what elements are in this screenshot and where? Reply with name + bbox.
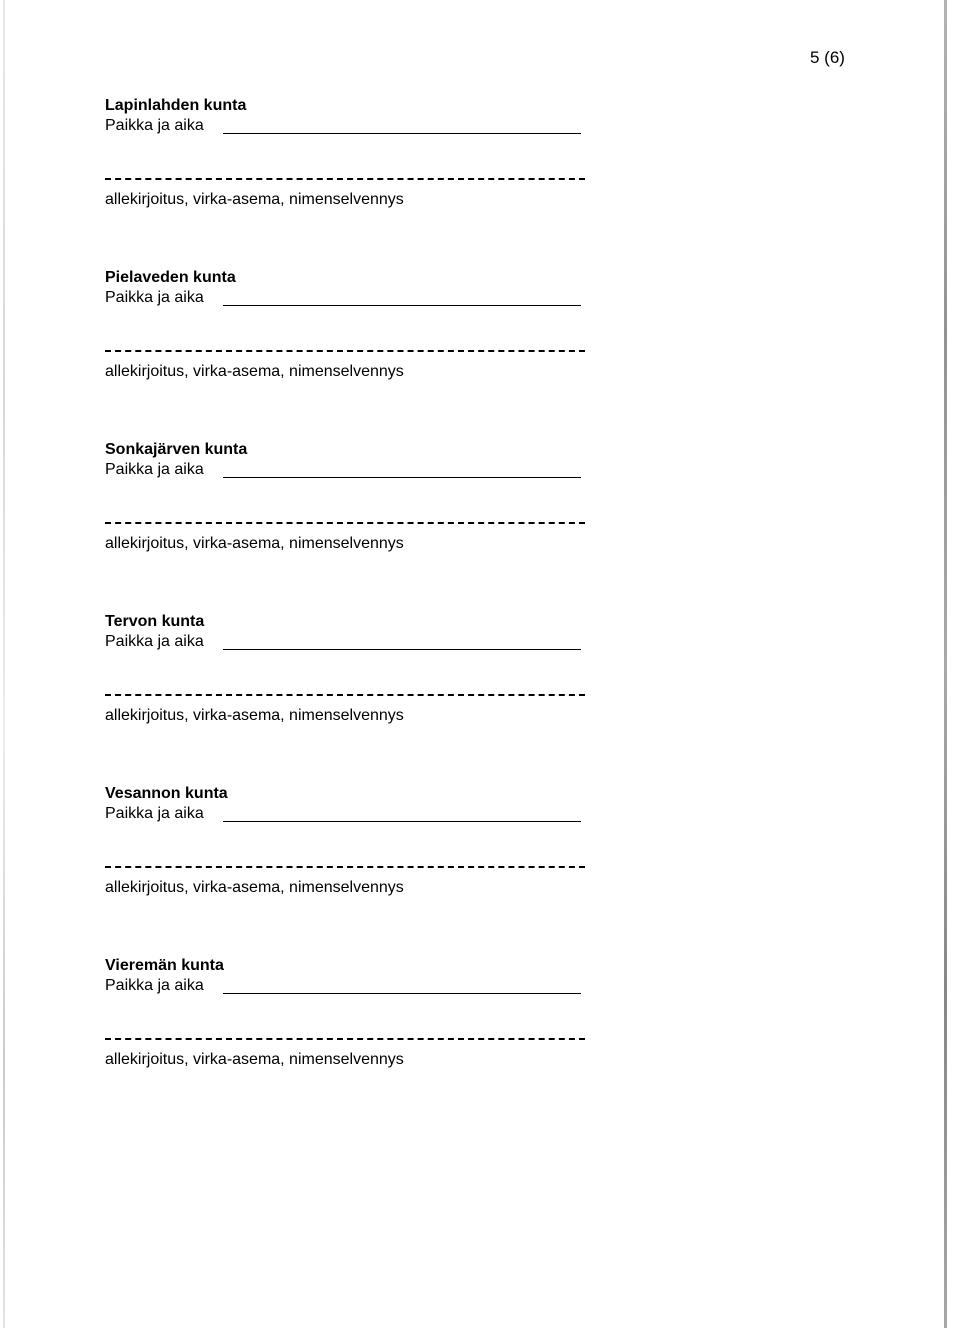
signature-block-tervo xyxy=(105,612,585,752)
signature-caption: allekirjoitus, virka-asema, nimenselvennys xyxy=(105,191,404,208)
signature-block-vesanto xyxy=(105,784,585,924)
scan-edge-left xyxy=(3,0,5,1328)
place-and-time-label: Paikka ja aika xyxy=(105,117,204,134)
place-and-time-line xyxy=(223,821,581,822)
place-and-time-line xyxy=(223,133,581,134)
municipality-name: Sonkajärven kunta xyxy=(105,441,248,458)
place-and-time-line xyxy=(223,305,581,306)
place-and-time-label: Paikka ja aika xyxy=(105,461,204,478)
signature-line xyxy=(105,694,585,696)
scan-edge-right xyxy=(944,0,947,1328)
signature-caption: allekirjoitus, virka-asema, nimenselvennys xyxy=(105,707,404,724)
signature-caption: allekirjoitus, virka-asema, nimenselvennys xyxy=(105,363,404,380)
municipality-name: Vieremän kunta xyxy=(105,957,224,974)
place-and-time-label: Paikka ja aika xyxy=(105,633,204,650)
place-and-time-label: Paikka ja aika xyxy=(105,805,204,822)
signature-caption: allekirjoitus, virka-asema, nimenselvennys xyxy=(105,1051,404,1068)
signature-line xyxy=(105,866,585,868)
signature-block-vierema xyxy=(105,956,585,1096)
signature-caption: allekirjoitus, virka-asema, nimenselvennys xyxy=(105,535,404,552)
signature-line xyxy=(105,350,585,352)
place-and-time-label: Paikka ja aika xyxy=(105,977,204,994)
municipality-name: Lapinlahden kunta xyxy=(105,97,247,114)
signature-line xyxy=(105,1038,585,1040)
place-and-time-label: Paikka ja aika xyxy=(105,289,204,306)
signature-line xyxy=(105,522,585,524)
municipality-name: Tervon kunta xyxy=(105,613,205,630)
signature-line xyxy=(105,178,585,180)
place-and-time-line xyxy=(223,649,581,650)
place-and-time-line xyxy=(223,477,581,478)
place-and-time-line xyxy=(223,993,581,994)
signature-block-sonkajarvi xyxy=(105,440,585,580)
signature-block-pielavesi xyxy=(105,268,585,408)
municipality-name: Pielaveden kunta xyxy=(105,269,236,286)
municipality-name: Vesannon kunta xyxy=(105,785,228,802)
page-number: 5 (6) xyxy=(810,48,845,67)
signature-caption: allekirjoitus, virka-asema, nimenselvennys xyxy=(105,879,404,896)
signature-block-lapinlahti xyxy=(105,96,585,236)
